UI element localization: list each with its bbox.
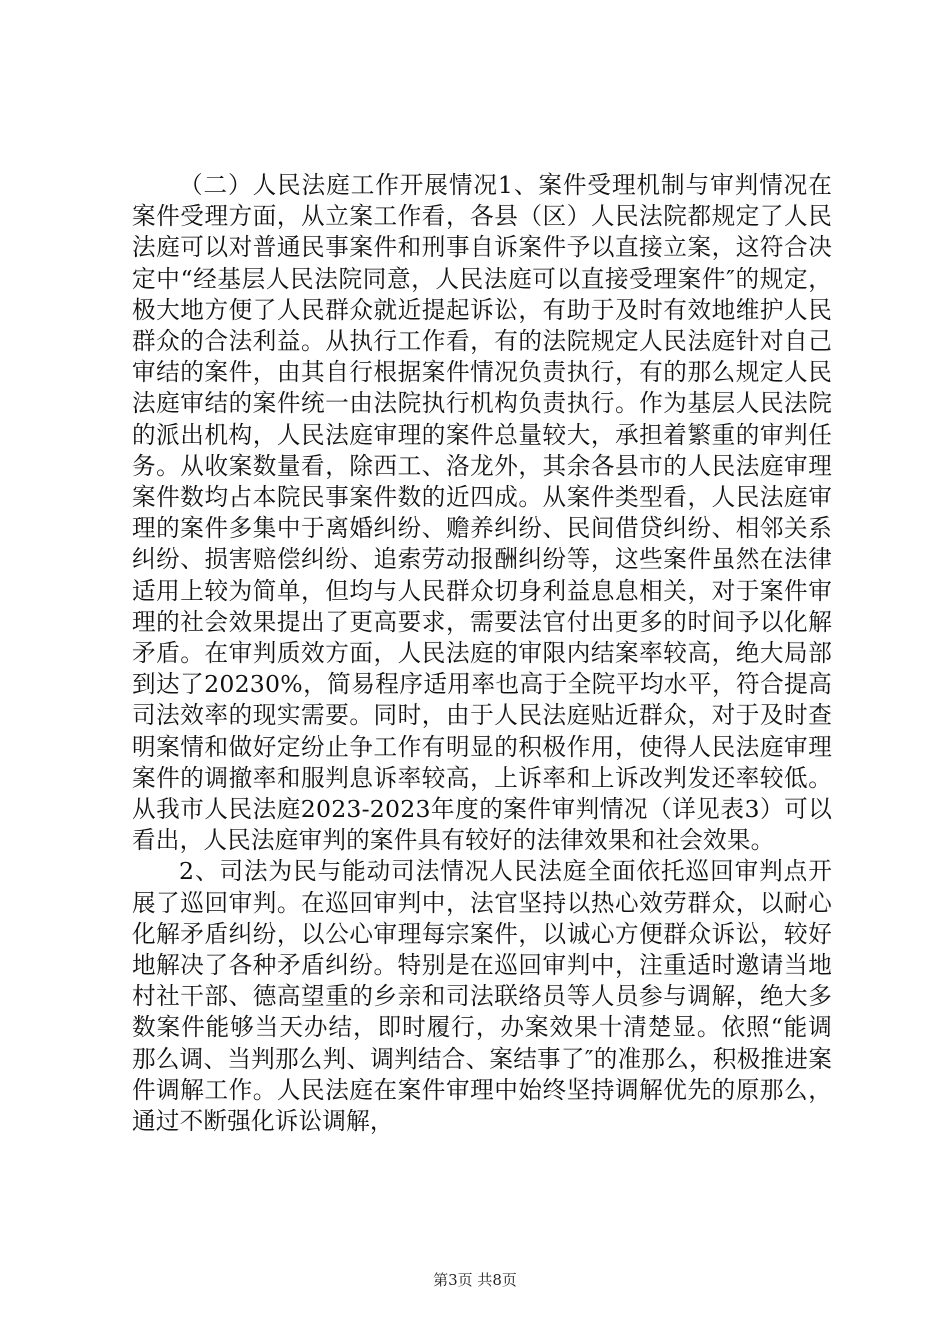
page-number-footer: 第3页 共8页 [433,1271,517,1289]
document-body [132,170,832,1137]
paragraph-court-work: （二）人民法庭工作开展情况1、案件受理机制与审判情况在案件受理方面，从立案工作看，各县（区）人民法院都规定了人民法庭可以对普通民事案件和刑事自诉案件予以直接立案，这符合决定中“经基层人民法院同意，人民法庭可以直接受理案件″的规定，极大地方便了人民群众就近提起诉讼，有助于及时有效地维护人民群众的合法利益。从执行工作看，有的法院规定人民法庭针对自己审结的案件，由其自行根据案件情况负责执行，有的那么规定人民法庭审结的案件统一由法院执行机构负责执行。作为基层人民法院的派出机构，人民法庭审理的案件总量较大，承担着繁重的审判任务。从收案数量看，除西工、洛龙外，其余各县市的人民法庭审理案件数均占本院民事案件数的近四成。从案件类型看，人民法庭审理的案件多集中于离婚纠纷、赡养纠纷、民间借贷纠纷、相邻关系纠纷、损害赔偿纠纷、追索劳动报酬纠纷等，这些案件虽然在法律适用上较为简单，但均与人民群众切身利益息息相关，对于案件审理的社会效果提出了更高要求，需要法官付出更多的时间予以化解矛盾。在审判质效方面，人民法庭的审限内结案率较高，绝大局部到达了20230%，简易程序适用率也高于全院平均水平，符合提高司法效率的现实需要。同时，由于人民法庭贴近群众，对于及时查明案情和做好定纷止争工作有明显的积极作用，使得人民法庭审理案件的调撤率和服判息诉率较高，上诉率和上诉改判发还率较低。从我市人民法庭2023-2023年度的案件审判情况（详见表3）可以看出，人民法庭审判的案件具有较好的法律效果和社会效果。 [132,171,832,855]
paragraph-judicial-service: 2、司法为民与能动司法情况人民法庭全面依托巡回审判点开展了巡回审判。在巡回审判中，法官坚持以热心效劳群众，以耐心化解矛盾纠纷，以公心审理每宗案件，以诚心方便群众诉讼，较好地解决了各种矛盾纠纷。特别是在巡回审判中，注重适时邀请当地村社干部、德高望重的乡亲和司法联络员等人员参与调解，绝大多数案件能够当天办结，即时履行，办案效果十清楚显。依照“能调那么调、当判那么判、调判结合、案结事了″的准那么，积极推进案件调解工作。人民法庭在案件审理中始终坚持调解优先的原那么，通过不断强化诉讼调解， [132,857,832,1136]
